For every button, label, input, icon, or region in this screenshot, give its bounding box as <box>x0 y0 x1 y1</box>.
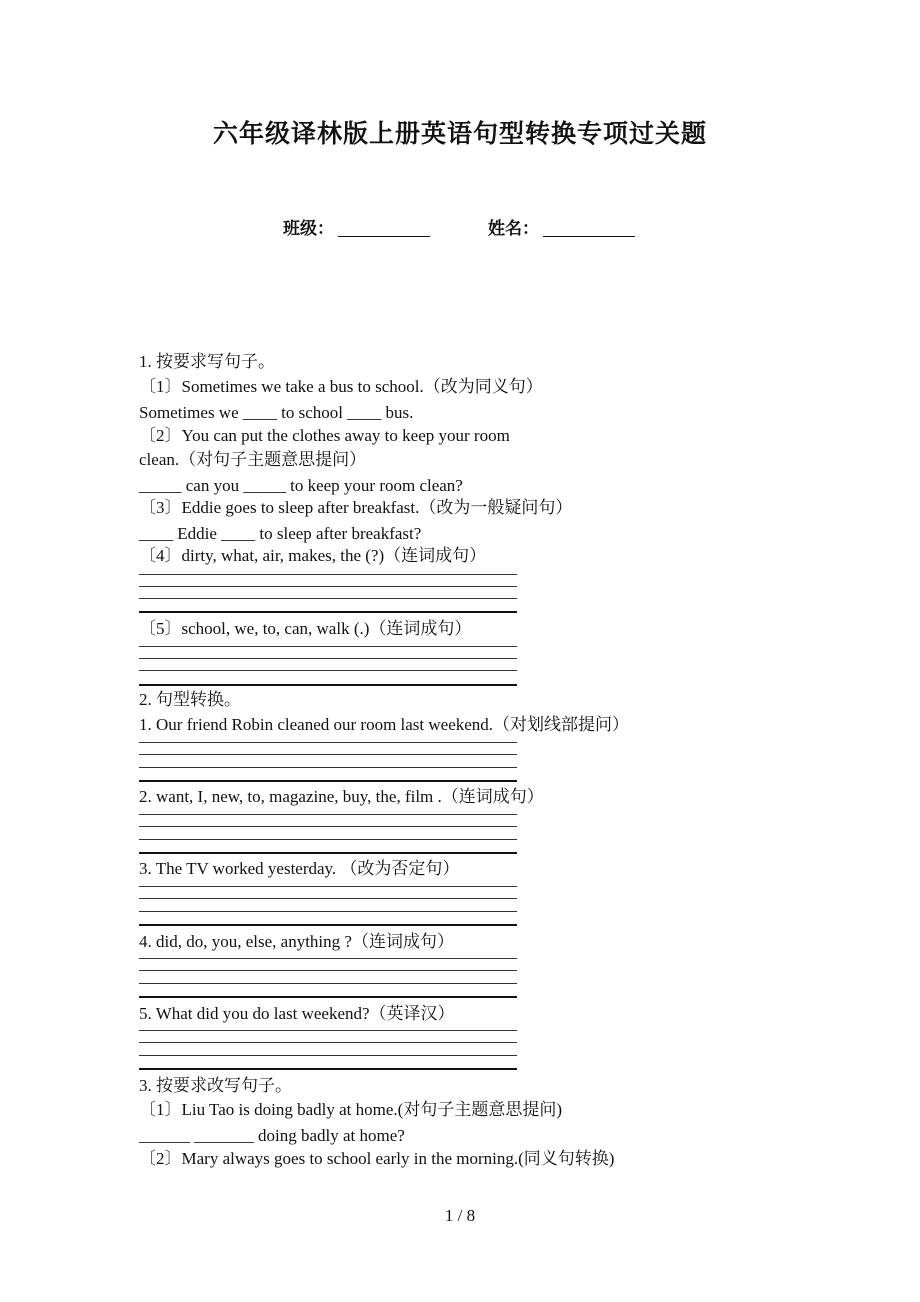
answer-rule[interactable] <box>139 658 517 659</box>
answer-line: ______ _______ doing badly at home? <box>139 1126 405 1145</box>
page-title: 六年级译林版上册英语句型转换专项过关题 <box>212 119 707 148</box>
question-line: 3. The TV worked yesterday. （改为否定句） <box>139 859 460 878</box>
answer-rule[interactable] <box>139 886 517 887</box>
answer-rule[interactable] <box>139 826 517 827</box>
question-line: 5. What did you do last weekend?（英译汉） <box>139 1004 455 1023</box>
answer-line: ____ Eddie ____ to sleep after breakfast? <box>139 524 422 543</box>
answer-rule[interactable] <box>139 970 517 971</box>
question-line: 〔3〕Eddie goes to sleep after breakfast.（改为一般疑问句） <box>139 498 573 517</box>
answer-rule[interactable] <box>139 924 517 926</box>
answer-rule[interactable] <box>139 1042 517 1043</box>
question-line: 〔2〕You can put the clothes away to keep your room <box>139 426 510 445</box>
answer-rule[interactable] <box>139 684 517 686</box>
question-line: 1. Our friend Robin cleaned our room last weekend.（对划线部提问） <box>139 715 630 734</box>
answer-rule[interactable] <box>139 898 517 899</box>
question-line: clean.（对句子主题意思提问） <box>139 450 367 469</box>
answer-rule[interactable] <box>139 839 517 840</box>
question-line: 〔1〕Sometimes we take a bus to school.（改为同义句） <box>139 377 543 396</box>
answer-rule[interactable] <box>139 814 517 815</box>
name-field <box>488 214 635 239</box>
answer-rule[interactable] <box>139 911 517 912</box>
answer-rule[interactable] <box>139 767 517 768</box>
question-line: 4. did, do, you, else, anything ?（连词成句） <box>139 932 454 951</box>
question-line: 〔5〕school, we, to, can, walk (.)（连词成句） <box>139 619 472 638</box>
answer-rule[interactable] <box>139 1055 517 1056</box>
question-line: 2. want, I, new, to, magazine, buy, the, film .（连词成句） <box>139 787 544 806</box>
name-blank[interactable] <box>543 236 635 237</box>
page-number: 1 / 8 <box>444 1206 476 1225</box>
answer-rule[interactable] <box>139 983 517 984</box>
answer-rule[interactable] <box>139 1068 517 1070</box>
answer-line: _____ can you _____ to keep your room clean? <box>139 476 463 495</box>
answer-rule[interactable] <box>139 611 517 613</box>
section-2-heading: 2. 句型转换。 <box>139 690 241 709</box>
answer-rule[interactable] <box>139 742 517 743</box>
answer-rule[interactable] <box>139 996 517 998</box>
answer-rule[interactable] <box>139 852 517 854</box>
class-label: 班级： <box>283 219 334 239</box>
question-line: 〔2〕Mary always goes to school early in the morning.(同义句转换) <box>139 1149 615 1168</box>
answer-rule[interactable] <box>139 780 517 782</box>
answer-rule[interactable] <box>139 670 517 671</box>
answer-rule[interactable] <box>139 586 517 587</box>
section-3-heading: 3. 按要求改写句子。 <box>139 1076 292 1095</box>
question-line: 〔4〕dirty, what, air, makes, the (?)（连词成句） <box>139 546 487 565</box>
answer-line: Sometimes we ____ to school ____ bus. <box>139 403 414 422</box>
answer-rule[interactable] <box>139 958 517 959</box>
section-1-heading: 1. 按要求写句子。 <box>139 352 275 371</box>
answer-rule[interactable] <box>139 754 517 755</box>
class-blank[interactable] <box>338 236 430 237</box>
answer-rule[interactable] <box>139 1030 517 1031</box>
question-line: 〔1〕Liu Tao is doing badly at home.(对句子主题意思提问) <box>139 1100 562 1119</box>
class-field <box>283 214 430 239</box>
answer-rule[interactable] <box>139 574 517 575</box>
name-label: 姓名： <box>488 219 539 239</box>
answer-rule[interactable] <box>139 598 517 599</box>
answer-rule[interactable] <box>139 646 517 647</box>
